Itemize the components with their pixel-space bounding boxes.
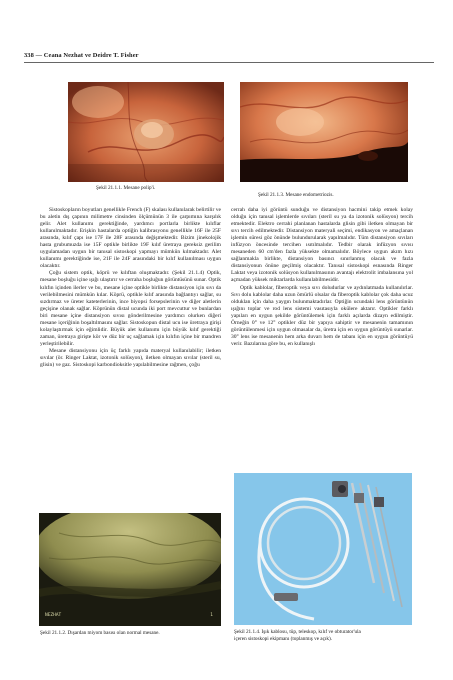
figure-cystoscopy-equipment bbox=[234, 473, 412, 625]
image-overlay-number: 1 bbox=[210, 613, 213, 618]
header-authors: Ceana Nezhat ve Deidre T. Fisher bbox=[43, 52, 139, 59]
figure-caption-equipment-2: içeren sistoskopi ekipmanı (toplanmış ve açık). bbox=[234, 636, 332, 642]
page-number: 338 bbox=[24, 52, 34, 59]
image-overlay-brand: NEZHAT bbox=[45, 613, 62, 618]
figure-bladder-endometriosis bbox=[240, 82, 408, 182]
running-header bbox=[24, 52, 139, 59]
paragraph: Mesane distansiyonu için üç farklı yapıda materyal kullanılabilir; iletken sıvılar (ör. Ringer Laktat, izotonik solüsyon), iletken olmayan sıvılar (steril su, glisin) ve gaz. Sistoskopi karbondioksitle yapılabilmesine rağmen, çoğu bbox=[40, 347, 221, 369]
figure-normal-bladder bbox=[39, 513, 221, 626]
left-column bbox=[40, 207, 221, 369]
figure-bladder-polyp bbox=[68, 82, 224, 182]
figure-caption-normal-bladder: Şekil 21.1.2. Dışardan miyom basısı olan normal mesane. bbox=[40, 630, 160, 636]
header-separator: — bbox=[35, 52, 43, 59]
figure-caption-equipment-1: Şekil 21.1.4. Işık kablosu, tüp, teleskop, kılıf ve obturator'ula bbox=[234, 629, 361, 635]
figure-caption-endometriosis: Şekil 21.1.3. Mesane endometriozis. bbox=[258, 192, 334, 198]
header-rule bbox=[24, 62, 434, 63]
paragraph: cerrah daha iyi görüntü sunduğu ve distansiyon hacmini takip etmek kolay olduğu için tanısal işlemlerde sıvıları (steril su ya da izotonik solüsyon) tercih etmektedir. Elektro cerrahi planlanan hastalarda glisin gibi iletken olmayan bir sıvı tercih edilmektedir. Distansiyon materyali seçimi, endikasyon ve amaçlanan işlemin süresi göz önünde bulundurularak yapılmalıdır. Tüm distansiyon sıvıları infüzyon öncesinde tercihen ısıtılmalıdır. Tedbir olarak infüzyon sıvısı mesaneden 60 cm'den fazla yüksekte olmamalıdır. Böylece uygun akım hızı sağlanmakla birlikte, distansiyon basıncı sınırlanmış olacak ve fazla distansiyonun önüne geçilmiş olacaktır. Tanısal sistoskopi esnasında Ringer Laktat veya izotonik solüsyon kullanılmasının avantajı elektrolit imbalansına yol açmadan yüksek miktarlarda kullanılabilmesidir. bbox=[231, 207, 413, 284]
right-column bbox=[231, 207, 413, 348]
paragraph: Çoğu sistem optik, köprü ve kılıftan oluşmaktadır. (Şekil 21.1.4) Optik, mesane boşluğu içine ışığı ulaştırır ve cerraha boşluğun görüntüsünü sunar. Optik kılıfın içinden ilerler ve bu, mesane içine optikle birlikte distansiyon için sıvı da verilebilmesini mümkün kılar. Köprü, optikle kılıf arasında bağlantıyı sağlar, su sızdırmaz ve üreter kateterlerinin, ince biyopsi forsepslerinin ve diğer aletlerin geçişine olanak sağlar. Köprünün distal ucunda iki port mevcuttur ve bunlardan biri mesane içine distansiyon sıvısı gönderilmesine yardımcı olurken diğeri mesane içeriğinin boşaltılmasını sağlar. Sistoskopun distal ucu ise üretraya girişi kolaylaştırmak için eğimlidir. Büyük alet kullanımı için büyük kılıf gerektiği zaman, üretraya girişte kör ve düz bir uç sağlamak için kılıfın içine bir mandren yerleştirilebilir. bbox=[40, 270, 222, 347]
figure-caption-polyp: Şekil 21.1.1. Mesane polip'i. bbox=[96, 185, 156, 191]
paragraph: Sistoskopların boyutları genellikle French (F) skalası kullanılarak belirtilir ve bu aletin dış çapının milimetre cinsinden ölçümünün 3 ile çarpımına karşılık gelir. Alet kullanımı gerektiğinde, yardımcı portlarla birlikte kılıflar kullanılmaktadır. Erişkin hastalarda optiğin kalibrasyonu genellikle 16F ile 25F arasında, kılıf çapı ise 17F ile 28F arasında değişmektedir. Bizim jinekolojik hasta grubumuzda ise 15F optikle birlikte 19F kılıf üretraya gereksiz gerilim uygulamadan uygun bir tanısal sistoskopi yapmayı mümkün kılmaktadır. Alet kullanımı gerektiğinde ise, 21F ile 24F arasındaki bir kılıf kullanılması uygun olacaktır. bbox=[40, 207, 221, 270]
paragraph: Optik kablolar, fiberoptik veya sıvı doludurlar ve aydınlatmada kullanılırlar. Sıvı dolu kablolar daha uzun ömürlü olsalar da fiberoptik kablolar çok daha ucuz olduklan için daha yaygın bulunmaktadırlar. Optiğin ucundaki lens görüntünün ışığını toplar ve rod lens sistemi vasıtasıyla okülere aktarır. Optikler farklı yapıları en uygun şekilde görüntülemek için farklı açılarda dizayn edilmiştir. Örneğin 0° ve 12° optikler düz bir yapıya sahiptir ve mesanenin tamamının görüntülenmesi için uygun olmasalar da, üretra için en uygun görüntüyü sunarlar. 30° lens ise mesanenin hem arka duvarı hem de tabanı için en uygun görüntüyü verir. Bazılarına göre bu, en kullanışlı bbox=[231, 284, 413, 347]
